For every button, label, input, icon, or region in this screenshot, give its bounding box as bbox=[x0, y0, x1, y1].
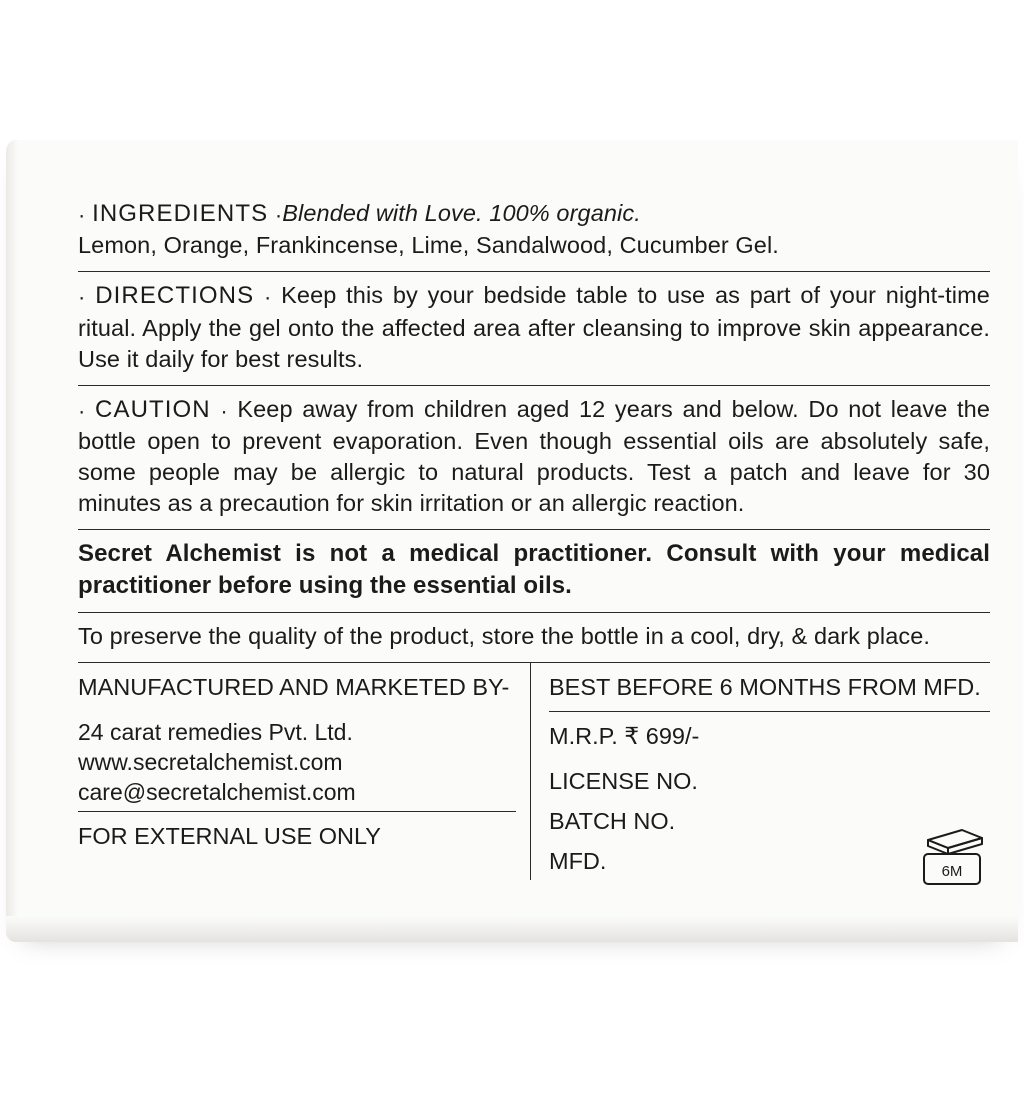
ingredients-heading: INGREDIENTS bbox=[92, 200, 269, 227]
storage-text: To preserve the quality of the product, store the bottle in a cool, dry, & dark place. bbox=[78, 622, 931, 649]
directions-section bbox=[78, 272, 990, 384]
disclaimer-text: Secret Alchemist is not a medical practitioner. Consult with your medical practitioner before using the essential oils. bbox=[78, 539, 990, 599]
caution-heading: CAUTION bbox=[95, 395, 211, 423]
bullet-icon: · bbox=[78, 397, 86, 423]
bullet-icon: · bbox=[78, 284, 86, 310]
manufacturer-details-table bbox=[78, 663, 990, 880]
directions-text: Keep this by your bedside table to use as part of your night-time ritual. Apply the gel onto the affected area after cleansing to improve skin appearance. Use it daily for best results. bbox=[78, 282, 990, 372]
directions-paragraph bbox=[78, 280, 990, 374]
ingredients-tagline: Blended with Love. 100% organic. bbox=[282, 200, 641, 226]
caution-text: Keep away from children aged 12 years and below. Do not leave the bottle open to prevent evaporation. Even though essential oils are absolutely safe, some people may be allergic to natural products. Test a patch and leave for 30 minutes as a precaution for skin irritation or an allergic reaction. bbox=[78, 395, 990, 516]
details-column bbox=[531, 663, 990, 880]
manufacturer-heading: MANUFACTURED AND MARKETED BY- bbox=[78, 673, 510, 700]
email-link[interactable]: care@secretalchemist.com bbox=[78, 778, 356, 805]
caution-paragraph bbox=[78, 394, 990, 519]
bullet-icon: · bbox=[78, 202, 86, 228]
label-content bbox=[78, 190, 990, 880]
bullet-icon: · bbox=[274, 202, 283, 228]
ingredients-section bbox=[78, 190, 990, 271]
box-left-edge bbox=[6, 140, 18, 940]
ingredients-list: Lemon, Orange, Frankincense, Lime, Sandalwood, Cucumber Gel. bbox=[78, 232, 779, 259]
manufacturer-column bbox=[78, 663, 530, 880]
license-no-text: LICENSE NO. bbox=[549, 767, 698, 794]
website-link[interactable]: www.secretalchemist.com bbox=[78, 748, 343, 775]
disclaimer-section bbox=[78, 530, 990, 612]
period-after-opening-icon bbox=[912, 826, 986, 888]
manufacturer-address bbox=[78, 711, 516, 811]
bullet-icon: · bbox=[263, 284, 272, 310]
storage-section bbox=[78, 613, 990, 662]
pao-label: 6M bbox=[941, 862, 963, 880]
batch-no-text: BATCH NO. bbox=[549, 807, 676, 834]
best-before-text: BEST BEFORE 6 MONTHS FROM MFD. bbox=[549, 673, 981, 700]
mrp-text: M.R.P. ₹ 699/- bbox=[549, 722, 700, 749]
ingredients-heading-line bbox=[78, 198, 990, 230]
directions-heading: DIRECTIONS bbox=[95, 282, 255, 310]
company-name: 24 carat remedies Pvt. Ltd. bbox=[78, 718, 353, 745]
caution-section bbox=[78, 386, 990, 529]
mfd-text: MFD. bbox=[549, 847, 607, 874]
bullet-icon: · bbox=[220, 397, 228, 423]
box-bottom-edge bbox=[6, 916, 1018, 942]
external-use-note: FOR EXTERNAL USE ONLY bbox=[78, 822, 381, 849]
